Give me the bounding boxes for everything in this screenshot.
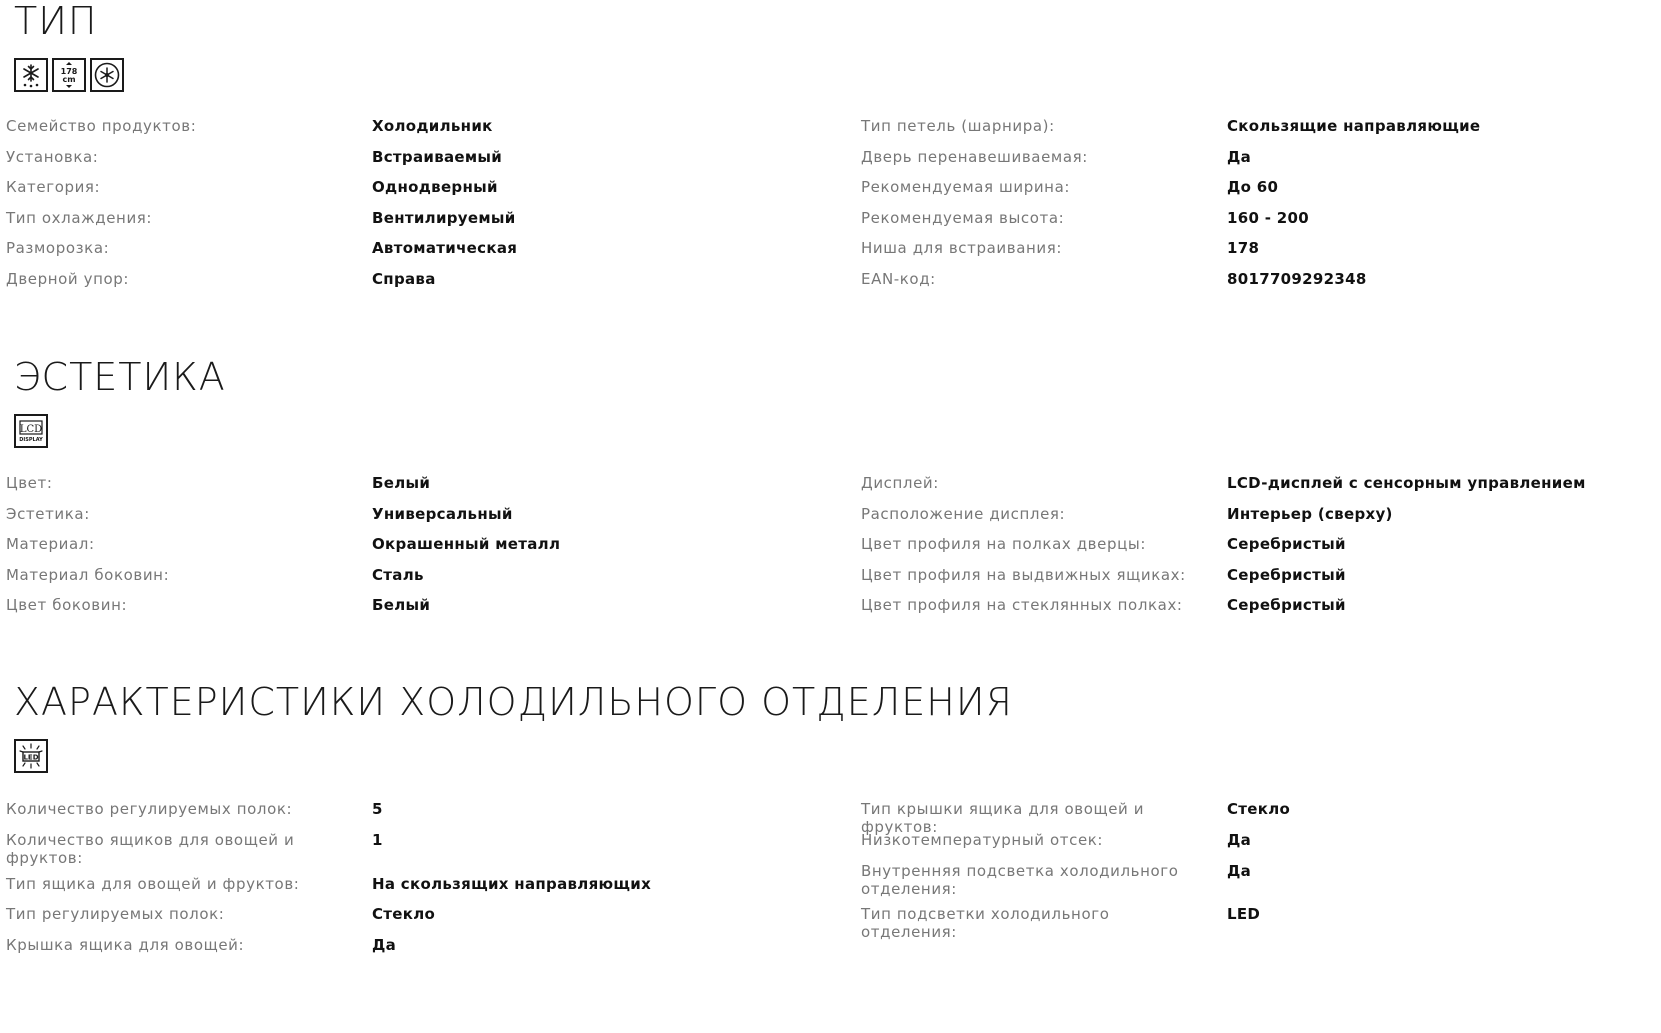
- spec-label: Эстетика:: [6, 505, 90, 523]
- spec-value: Стекло: [1227, 800, 1291, 818]
- spec-label: Крышка ящика для овощей:: [6, 936, 245, 954]
- spec-label: Расположение дисплея:: [861, 505, 1066, 523]
- spec-value: 178: [1227, 239, 1260, 257]
- spec-label: Цвет профиля на полках дверцы:: [861, 535, 1146, 553]
- spec-value: LCD-дисплей с сенсорным управлением: [1227, 474, 1586, 492]
- spec-label: Тип подсветки холодильного отделения:: [861, 905, 1110, 941]
- spec-label: Количество ящиков для овощей и фруктов:: [6, 831, 295, 867]
- type-feature-icons: [14, 58, 1654, 92]
- type-section: [14, 2, 1654, 92]
- spec-label: Цвет профиля на выдвижных ящиках:: [861, 566, 1186, 584]
- spec-row: [6, 566, 1646, 590]
- spec-label: Рекомендуемая высота:: [861, 209, 1065, 227]
- spec-label: Тип крышки ящика для овощей и фруктов:: [861, 800, 1145, 836]
- spec-value: Да: [372, 936, 397, 954]
- spec-value: Автоматическая: [372, 239, 518, 257]
- spec-label: Цвет:: [6, 474, 53, 492]
- spec-label: Тип регулируемых полок:: [6, 905, 225, 923]
- spec-value: Вентилируемый: [372, 209, 516, 227]
- spec-row: [6, 905, 1646, 941]
- spec-label: Дисплей:: [861, 474, 939, 492]
- spec-row: [6, 209, 1646, 233]
- fridge-section-title: ХАРАКТЕРИСТИКИ ХОЛОДИЛЬНОГО ОТДЕЛЕНИЯ: [14, 680, 1013, 724]
- spec-label: Цвет профиля на стеклянных полках:: [861, 596, 1183, 614]
- fridge-section: [14, 680, 1654, 773]
- spec-value: 160 - 200: [1227, 209, 1309, 227]
- spec-value: Встраиваемый: [372, 148, 503, 166]
- spec-label: Тип охлаждения:: [6, 209, 153, 227]
- snowflake-drops-icon: [14, 58, 48, 92]
- spec-row: [6, 875, 1646, 899]
- spec-label: Материал боковин:: [6, 566, 170, 584]
- lcd-display-icon: [14, 414, 48, 448]
- spec-value: Справа: [372, 270, 436, 288]
- spec-value: На скользящих направляющих: [372, 875, 652, 893]
- spec-value: Да: [1227, 148, 1252, 166]
- spec-label: Ниша для встраивания:: [861, 239, 1063, 257]
- spec-value: Серебристый: [1227, 535, 1346, 553]
- spec-row: [6, 178, 1646, 202]
- spec-value: 5: [372, 800, 383, 818]
- spec-value: Да: [1227, 862, 1252, 880]
- spec-row: [6, 505, 1646, 529]
- spec-value: Скользящие направляющие: [1227, 117, 1481, 135]
- aesthetics-feature-icons: [14, 414, 1654, 448]
- spec-label: Внутренняя подсветка холодильного отделения:: [861, 862, 1179, 898]
- icon-label-lcd: LCD: [19, 424, 43, 435]
- spec-value: Серебристый: [1227, 596, 1346, 614]
- icon-label-display: DISPLAY: [19, 437, 43, 443]
- spec-label: Семейство продуктов:: [6, 117, 197, 135]
- spec-label: Установка:: [6, 148, 99, 166]
- spec-value: 8017709292348: [1227, 270, 1367, 288]
- spec-label: Рекомендуемая ширина:: [861, 178, 1071, 196]
- spec-row: [6, 936, 1646, 960]
- spec-value: До 60: [1227, 178, 1279, 196]
- type-section-title: ТИП: [14, 0, 98, 43]
- fridge-feature-icons: [14, 739, 1654, 773]
- spec-row: [6, 535, 1646, 559]
- spec-label: Количество регулируемых полок:: [6, 800, 293, 818]
- spec-value: Стекло: [372, 905, 436, 923]
- aesthetics-section-title: ЭСТЕТИКА: [14, 355, 226, 399]
- spec-value: Окрашенный металл: [372, 535, 561, 553]
- spec-row: [6, 117, 1646, 141]
- spec-value: Белый: [372, 474, 431, 492]
- spec-value: Сталь: [372, 566, 424, 584]
- spec-label: Материал:: [6, 535, 95, 553]
- spec-value: Однодверный: [372, 178, 498, 196]
- spec-value: Холодильник: [372, 117, 493, 135]
- spec-label: Дверной упор:: [6, 270, 130, 288]
- spec-label: Тип ящика для овощей и фруктов:: [6, 875, 300, 893]
- spec-label: Тип петель (шарнира):: [861, 117, 1055, 135]
- spec-value: LED: [1227, 905, 1261, 923]
- spec-label: Разморозка:: [6, 239, 110, 257]
- spec-value: Да: [1227, 831, 1252, 849]
- spec-value: 1: [372, 831, 383, 849]
- spec-label: Низкотемпературный отсек:: [861, 831, 1104, 849]
- spec-label: Категория:: [6, 178, 101, 196]
- icon-label-cm: cm: [62, 75, 76, 84]
- spec-row: [6, 596, 1646, 620]
- spec-row: [6, 800, 1646, 836]
- spec-value: Интерьер (сверху): [1227, 505, 1393, 523]
- height-178-cm-icon: [52, 58, 86, 92]
- spec-row: [6, 270, 1646, 294]
- aesthetics-section: [14, 355, 1654, 448]
- spec-value: Универсальный: [372, 505, 513, 523]
- fan-snowflake-icon: [90, 58, 124, 92]
- spec-label: Цвет боковин:: [6, 596, 128, 614]
- spec-value: Белый: [372, 596, 431, 614]
- spec-value: Серебристый: [1227, 566, 1346, 584]
- led-light-icon: [14, 739, 48, 773]
- spec-row: [6, 239, 1646, 263]
- icon-label-178: 178: [60, 67, 78, 76]
- spec-row: [6, 474, 1646, 498]
- icon-label-led: LED: [23, 753, 39, 762]
- spec-label: Дверь перенавешиваемая:: [861, 148, 1088, 166]
- spec-row: [6, 148, 1646, 172]
- spec-label: EAN-код:: [861, 270, 936, 288]
